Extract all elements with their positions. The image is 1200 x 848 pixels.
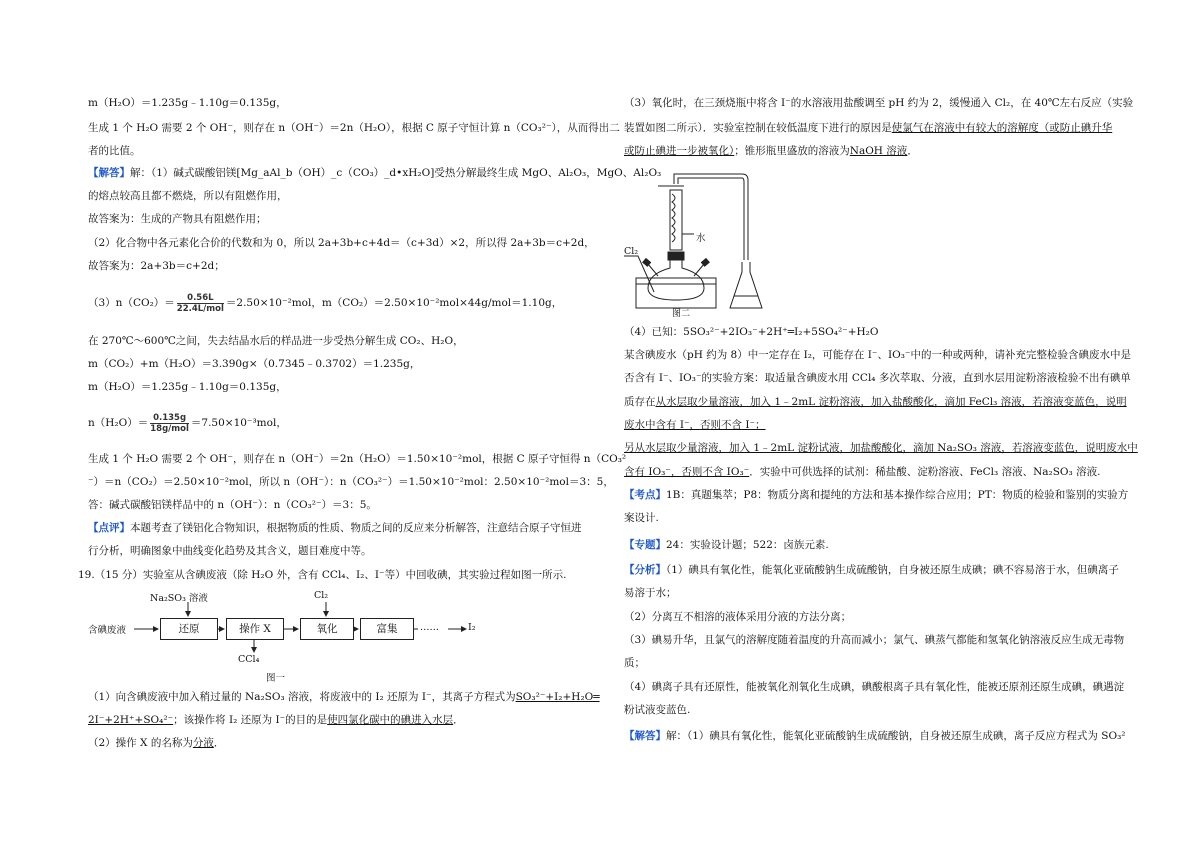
text-line: 生成 1 个 H₂O 需要 2 个 OH⁻，则存在 n（OH⁻）＝2n（H₂O）＝1.50×10⁻²mol，根据 C 原子守恒得 n（CO₃² xyxy=(88,453,627,465)
output-label: CCl₄ xyxy=(238,654,260,665)
answer-blank: 2I⁻+2H⁺+SO₄²⁻ xyxy=(88,714,174,726)
text-segment: 质存在 xyxy=(624,396,656,408)
text-segment: ． xyxy=(453,714,464,726)
fraction-denominator: 22.4L/mol xyxy=(176,303,224,314)
flow-start: 含碘废液 xyxy=(88,625,127,636)
text-line: 生成 1 个 H₂O 需要 2 个 OH⁻，则存在 n（OH⁻）＝2n（H₂O），根据 C 原子守恒计算 n（CO₃²⁻），从而得出二 xyxy=(88,122,620,134)
flow-box-operation-x: 操作 X xyxy=(226,618,284,640)
text-segment: n（H₂O）＝ xyxy=(88,417,149,429)
text-line: 的熔点较高且都不燃烧，所以有阻燃作用， xyxy=(88,190,288,202)
text-line: 故答案为：生成的产物具有阻燃作用； xyxy=(88,213,267,225)
topic-paragraph xyxy=(624,538,829,553)
text-line: 答：碱式碳酸铝镁样品中的 n（OH⁻）：n（CO₃²⁻）＝3：5。 xyxy=(88,499,377,511)
flow-end: I₂ xyxy=(468,622,476,633)
water-label: 水 xyxy=(696,233,706,244)
flowchart-figure-1 xyxy=(88,590,596,670)
answer-blank: 分液 xyxy=(192,737,214,749)
answer-blank: NaOH 溶液 xyxy=(849,145,908,157)
text-line: 否含有 I⁻、IO₃⁻的实验方案：取适量含碘废水用 CCl₄ 多次萃取、分液，直到水层用淀粉溶液检验不出有碘单 xyxy=(624,372,1131,384)
text-line xyxy=(88,713,464,728)
fraction-denominator: 18g/mol xyxy=(150,423,189,434)
text-line: 解：（1）碱式碳酸铝镁[Mg_aAl_b（OH）_c（CO₃）_d•xH₂O]受热分解最终生成 MgO、Al₂O₃，MgO、Al₂O₃ xyxy=(130,167,662,179)
text-segment: （2）操作 X 的名称为 xyxy=(88,737,193,749)
equation-line xyxy=(88,290,562,316)
text-line: （3）氧化时，在三颈烧瓶中将含 I⁻的水溶液用盐酸调至 pH 约为 2，缓慢通入 Cl₂，在 40℃左右反应（实验 xyxy=(624,97,1134,109)
text-line xyxy=(88,690,600,705)
reagent-label: Na₂SO₃ 溶液 xyxy=(150,593,208,604)
text-segment: ．实验中可供选择的试剂：稀盐酸、淀粉溶液、FeCl₃ 溶液、Na₂SO₃ 溶液. xyxy=(749,466,1101,478)
text-segment: ；锥形瓶里盛放的溶液为 xyxy=(734,145,850,157)
text-line: （4）已知：5SO₃²⁻+2IO₃⁻+2H⁺═I₂+5SO₄²⁻+H₂O xyxy=(624,326,879,338)
text-line: 质； xyxy=(624,657,645,669)
answer-blank: 使氯气在溶液中有较大的溶解度（或防止碘升华 xyxy=(891,122,1113,134)
point-tag: 【考点】 xyxy=(624,489,666,501)
text-line: 粉试液变蓝色. xyxy=(624,704,691,716)
text-line: 在 270℃～600℃之间，失去结晶水后的样品进一步受热分解生成 CO₂、H₂O， xyxy=(88,335,464,347)
text-line: 者的比值。 xyxy=(88,145,141,157)
flowchart-arrows xyxy=(88,590,596,670)
flow-box-oxidize: 氧化 xyxy=(300,618,354,640)
answer-blank: 从水层取少量溶液，加入 1﹣2mL 淀粉溶液，加入盐酸酸化，滴加 FeCl₃ 溶液，若溶液变蓝色，说明 xyxy=(655,396,1127,408)
text-segment: （1）碘具有氧化性，能氧化亚硫酸钠生成硫酸钠，自身被还原生成碘；碘不容易溶于水，但碘离子 xyxy=(666,564,1119,576)
analysis-tag: 【分析】 xyxy=(624,564,666,576)
answer-tag: 【解答】 xyxy=(624,730,666,742)
reagent-label: Cl₂ xyxy=(314,590,329,601)
figure-caption: 图二 xyxy=(672,309,691,319)
apparatus-drawing xyxy=(624,160,824,320)
text-segment: （3）n（CO₂）＝ xyxy=(88,297,175,309)
answer-blank: 另从水层取少量溶液，加入 1﹣2mL 淀粉试液，加盐酸酸化，滴加 Na₂SO₃ 溶液，若溶液变蓝色，说明废水中 xyxy=(624,442,1138,454)
answer-blank: 使四氯化碳中的碘进入水层 xyxy=(327,714,454,726)
text-line xyxy=(624,144,918,159)
text-line: 故答案为：2a+3b＝c+2d； xyxy=(88,260,225,272)
text-segment: 24：实验设计题；522：卤族元素. xyxy=(666,539,829,551)
text-line: m（CO₂）+m（H₂O）＝3.390g×（0.7345﹣0.3702）＝1.235g， xyxy=(88,358,421,370)
fraction xyxy=(177,293,224,314)
text-segment: 解：（1）碘具有氧化性，能氧化亚硫酸钠生成硫酸钠，自身被还原生成碘，离子反应方程式为 SO₃² xyxy=(666,730,1126,742)
figure-caption: 图一 xyxy=(266,673,286,684)
text-line: m（H₂O）＝1.235g﹣1.10g＝0.135g， xyxy=(88,381,287,393)
cl2-label: Cl₂ xyxy=(624,246,639,257)
text-line xyxy=(624,395,1127,410)
text-line: （4）碘离子具有还原性，能被氧化剂氧化生成碘，碘酸根离子具有氧化性，能被还原剂还原生成碘，碘遇淀 xyxy=(624,681,1125,693)
text-segment: ． xyxy=(213,737,225,749)
text-segment: （1）向含碘废液中加入稍过量的 Na₂SO₃ 溶液，将废液中的 I₂ 还原为 I⁻，其离子方程式为 xyxy=(88,691,516,703)
fraction xyxy=(150,413,189,434)
answer-blank: 含有 IO₃⁻，否则不含 IO₃⁻ xyxy=(624,466,750,478)
text-line: 行分析，明确图象中曲线变化趋势及其含义，题目难度中等。 xyxy=(88,545,372,557)
text-segment: ；该操作将 I₂ 还原为 I⁻的目的是 xyxy=(173,714,328,726)
text-line xyxy=(624,121,1112,136)
flow-box-reduce: 还原 xyxy=(160,618,218,640)
answer-blank: 废水中含有 I⁻，否则不含 I⁻； xyxy=(624,419,766,431)
flow-dots: …… xyxy=(420,622,439,633)
text-segment: ＝7.50×10⁻³mol， xyxy=(190,417,287,429)
answer-paragraph xyxy=(88,166,661,181)
fraction-numerator: 0.56L xyxy=(177,293,224,304)
analysis-paragraph xyxy=(624,563,1119,578)
text-line: （3）碘易升华，且氯气的溶解度随着温度的升高而减小；氯气、碘蒸气都能和氢氧化钠溶液反应生成无毒物 xyxy=(624,634,1125,646)
point-paragraph xyxy=(624,488,1128,503)
review-tag: 【点评】 xyxy=(88,522,130,534)
text-line: ⁻）＝n（CO₂）＝2.50×10⁻²mol，所以 n（OH⁻）：n（CO₃²⁻）＝1.50×10⁻²mol：2.50×10⁻²mol＝3：5， xyxy=(88,476,614,488)
text-line: 易溶于水； xyxy=(624,587,677,599)
text-line: m（H₂O）＝1.235g﹣1.10g＝0.135g， xyxy=(88,97,287,109)
flow-box-enrich: 富集 xyxy=(360,618,414,640)
text-line: （2）化合物中各元素化合价的代数和为 0，所以 2a+3b+c+4d＝（c+3d）×2，所以得 2a+3b＝c+2d， xyxy=(88,237,595,249)
text-line xyxy=(88,736,224,751)
answer-tag: 【解答】 xyxy=(88,167,130,179)
text-segment: ． xyxy=(907,145,918,157)
text-segment: ＝2.50×10⁻²mol，m（CO₂）＝2.50×10⁻²mol×44g/mol＝1.10g， xyxy=(225,297,563,309)
question-19: 19.（15 分）实验室从含碘废液（除 H₂O 外，含有 CCl₄、I₂、I⁻等）中回收碘，其实验过程如图一所示. xyxy=(78,569,567,581)
text-segment: 本题考查了镁铝化合物知识，根据物质的性质、物质之间的反应来分析解答，注意结合原子守恒进 xyxy=(130,522,582,534)
answer-blank: SO₃²⁻+I₂+H₂O═ xyxy=(515,691,600,703)
text-segment: 装置如图二所示）．实验室控制在较低温度下进行的原因是 xyxy=(624,122,892,134)
answer-blank: 或防止碘进一步被氧化） xyxy=(624,145,735,157)
text-line: （2）分离互不相溶的液体采用分液的方法分离； xyxy=(624,611,852,623)
topic-tag: 【专题】 xyxy=(624,539,666,551)
review-paragraph xyxy=(88,521,582,536)
text-line xyxy=(624,465,1100,480)
text-segment: 1B：真题集萃；P8：物质分离和提纯的方法和基本操作综合应用；PT：物质的检验和鉴别的实验方 xyxy=(666,489,1129,501)
fraction-numerator: 0.135g xyxy=(150,413,189,424)
answer-paragraph xyxy=(624,729,1126,744)
apparatus-figure-2 xyxy=(624,160,824,320)
text-line: 案设计. xyxy=(624,512,659,524)
text-line: 某含碘废水（pH 约为 8）中一定存在 I₂，可能存在 I⁻、IO₃⁻中的一种或两种，请补充完整检验含碘废水中是 xyxy=(624,349,1131,361)
equation-line xyxy=(88,410,287,436)
